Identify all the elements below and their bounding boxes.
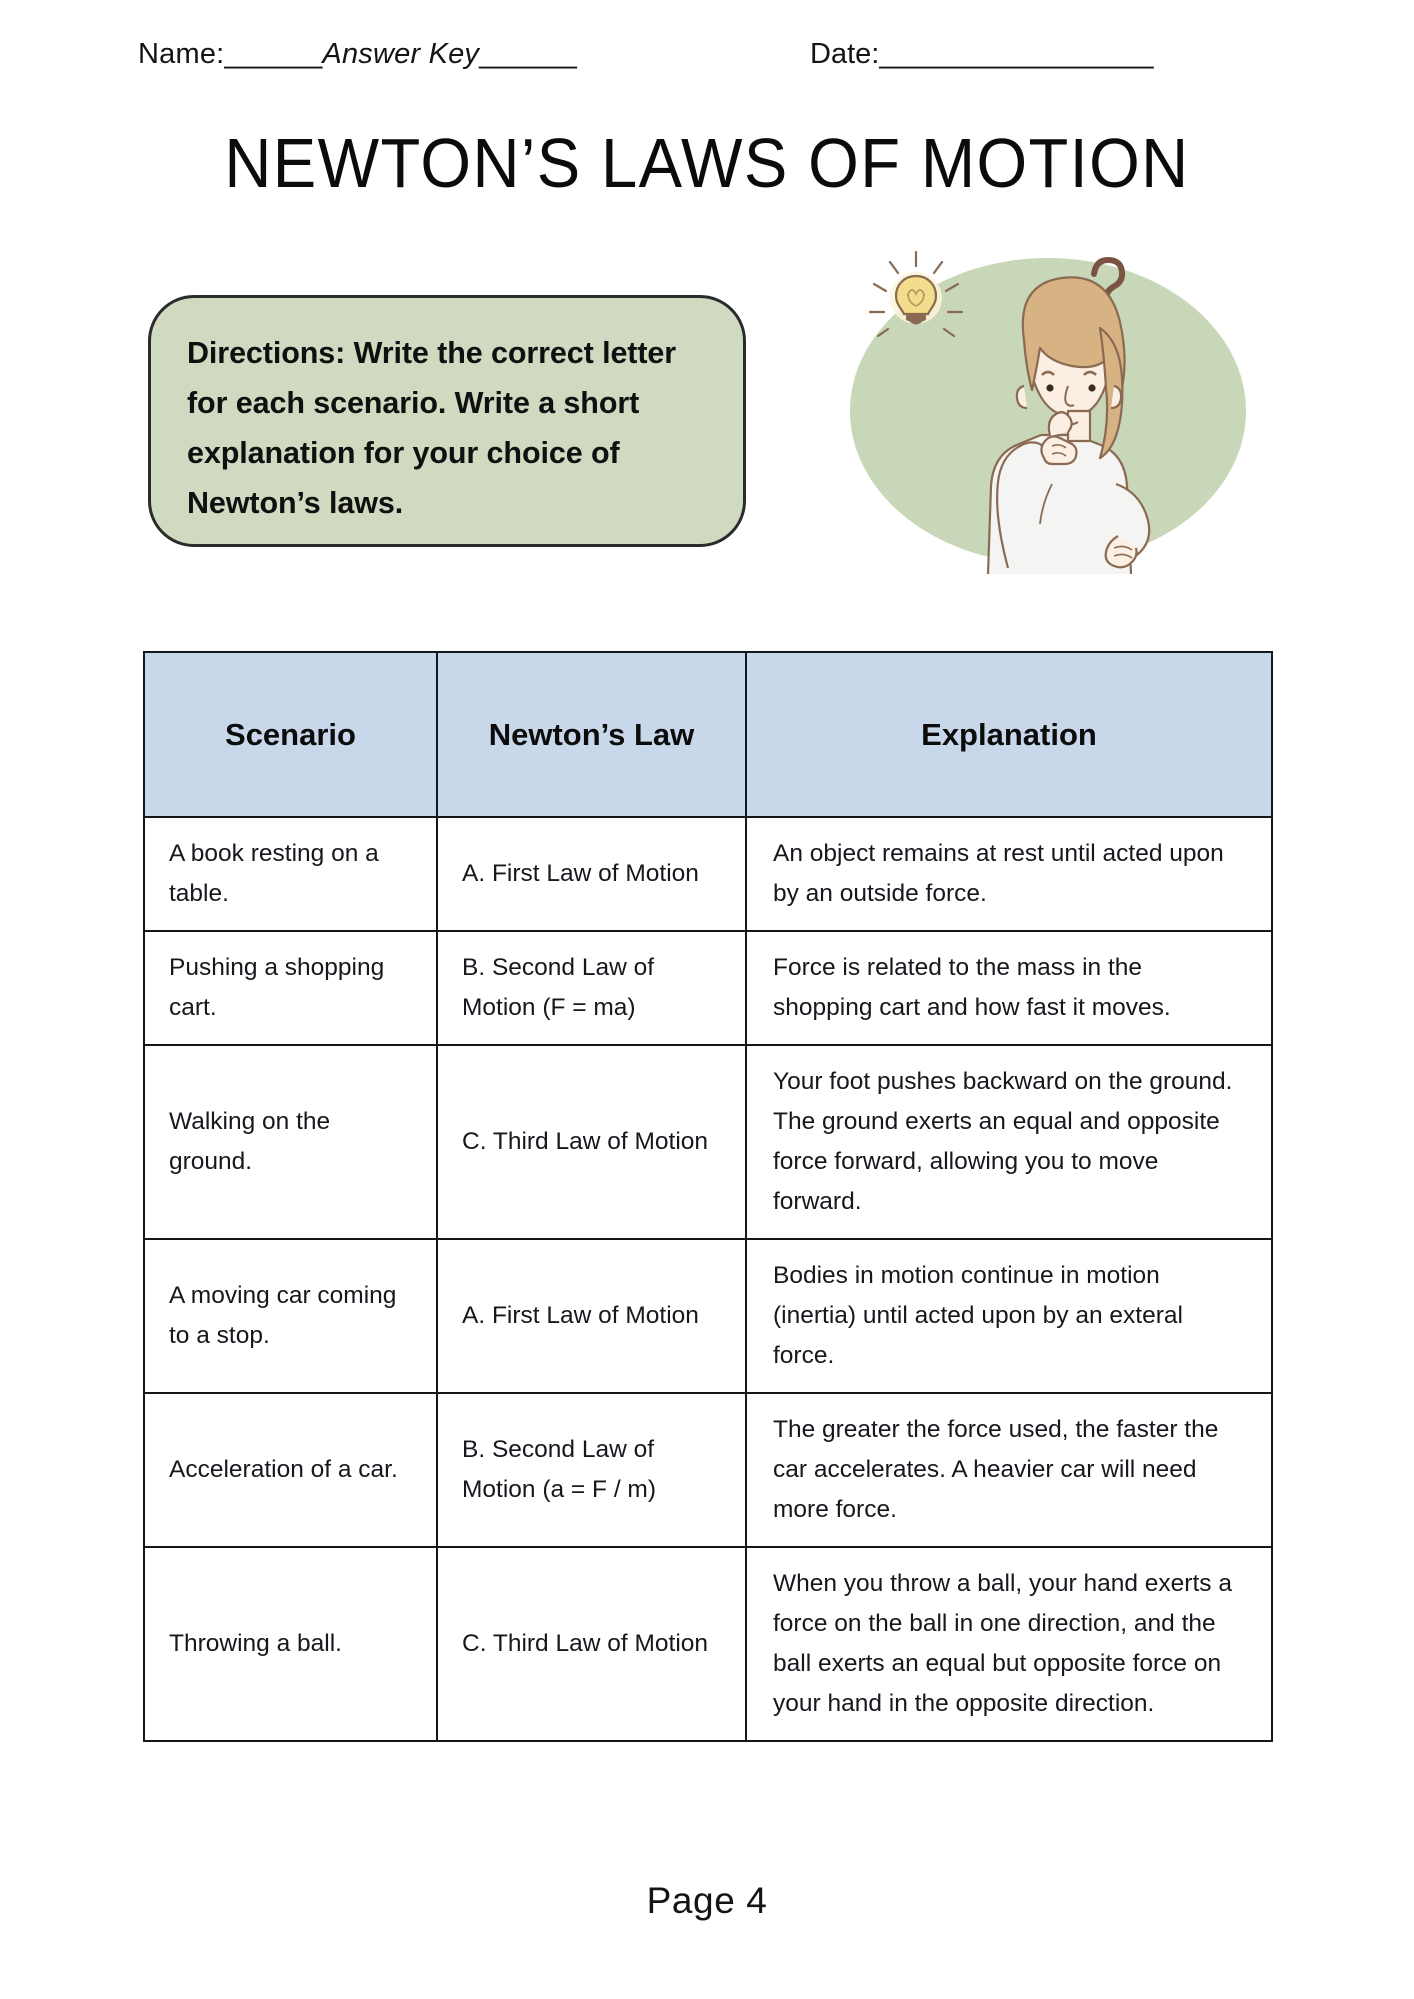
table-row: [144, 1547, 1272, 1741]
cell-law[interactable]: A. First Law of Motion: [437, 1239, 746, 1393]
cell-scenario: Throwing a ball.: [144, 1547, 437, 1741]
name-rule-right: ______: [479, 38, 578, 70]
cell-explanation[interactable]: An object remains at rest until acted upon by an outside force.: [746, 817, 1272, 931]
name-field-group: [138, 38, 577, 71]
date-field-group: [810, 38, 1154, 71]
table-header-row: [144, 652, 1272, 817]
table-row: [144, 1393, 1272, 1547]
table-header: [144, 652, 1272, 817]
cell-explanation[interactable]: Bodies in motion continue in motion (inertia) until acted upon by an exteral force.: [746, 1239, 1272, 1393]
table-row: [144, 931, 1272, 1045]
cell-scenario: Walking on the ground.: [144, 1045, 437, 1239]
cell-scenario: A moving car coming to a stop.: [144, 1239, 437, 1393]
cell-law[interactable]: B. Second Law of Motion (F = ma): [437, 931, 746, 1045]
cell-explanation[interactable]: Your foot pushes backward on the ground. The ground exerts an equal and opposite force forward, allowing you to move forward.: [746, 1045, 1272, 1239]
table-body: [144, 817, 1272, 1741]
cell-explanation[interactable]: Force is related to the mass in the shopping cart and how fast it moves.: [746, 931, 1272, 1045]
cell-explanation[interactable]: The greater the force used, the faster the car accelerates. A heavier car will need more force.: [746, 1393, 1272, 1547]
cell-law[interactable]: C. Third Law of Motion: [437, 1547, 746, 1741]
cell-law[interactable]: C. Third Law of Motion: [437, 1045, 746, 1239]
column-header-scenario: Scenario: [144, 652, 437, 817]
column-header-explanation: Explanation: [746, 652, 1272, 817]
table-row: [144, 1239, 1272, 1393]
page-number: Page 4: [646, 1880, 768, 1921]
directions-text: Directions: Write the correct letter for each scenario. Write a short explanation for your choice of Newton’s laws.: [187, 336, 677, 520]
woman-figure: [988, 277, 1149, 574]
date-label: Date:: [810, 38, 880, 70]
cell-law[interactable]: A. First Law of Motion: [437, 817, 746, 931]
name-date-row: [0, 38, 1414, 84]
name-label: Name:: [138, 38, 225, 70]
cell-scenario: Pushing a shopping cart.: [144, 931, 437, 1045]
date-rule[interactable]: _________________: [879, 38, 1154, 70]
cell-explanation[interactable]: When you throw a ball, your hand exerts a force on the ball in one direction, and the ball exerts an equal but opposite force on your hand in the opposite direction.: [746, 1547, 1272, 1741]
name-rule-left: ______: [224, 38, 323, 70]
directions-callout: [148, 295, 746, 547]
newtons-laws-table: [143, 651, 1273, 1742]
page-title: NEWTON’S LAWS OF MOTION: [224, 124, 1190, 202]
cell-scenario: A book resting on a table.: [144, 817, 437, 931]
illustration-figure: [828, 236, 1272, 574]
table-row: [144, 817, 1272, 931]
cell-law[interactable]: B. Second Law of Motion (a = F / m): [437, 1393, 746, 1547]
name-value[interactable]: Answer Key: [322, 38, 480, 70]
cell-scenario: Acceleration of a car.: [144, 1393, 437, 1547]
column-header-newtons-law: Newton’s Law: [437, 652, 746, 817]
table-row: [144, 1045, 1272, 1239]
thinking-woman-illustration: [828, 236, 1272, 574]
